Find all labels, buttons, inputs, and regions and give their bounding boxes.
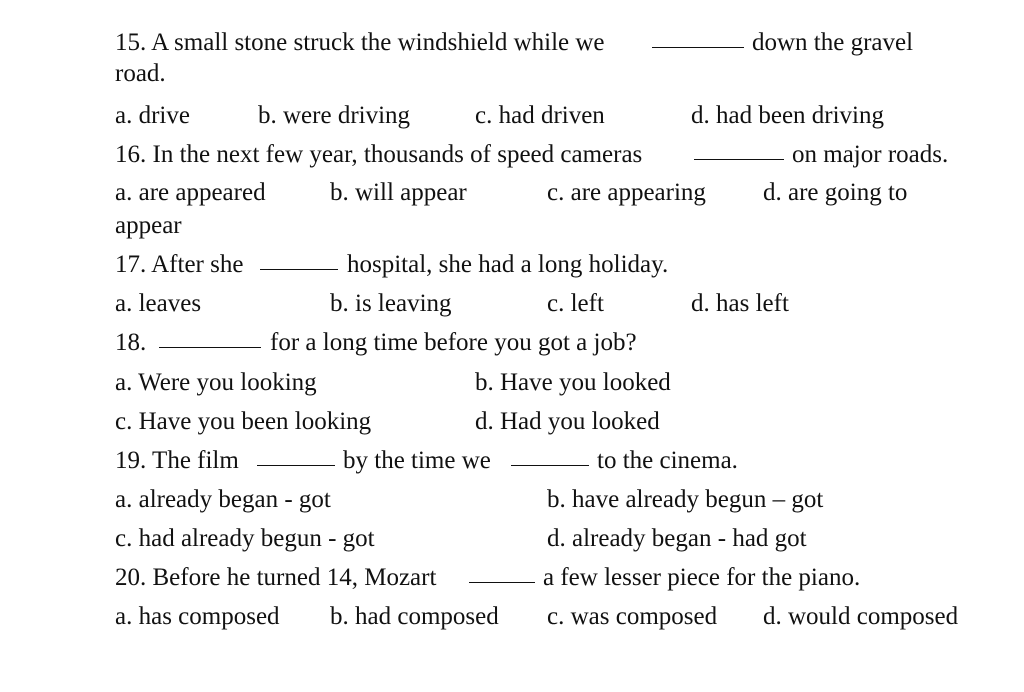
option-c: c. left [547, 290, 604, 317]
question-20-text: 20. Before he turned 14, Mozart [115, 564, 437, 591]
option-d: d. would composed [763, 603, 959, 630]
option-b: b. Have you looked [475, 369, 671, 396]
question-16-text: 16. In the next few year, thousands of speed cameras [115, 141, 643, 168]
option-d: d. had been driving [691, 102, 885, 129]
option-a: a. has composed [115, 603, 280, 630]
option-d: d. are going to [763, 179, 908, 206]
question-15-text-end: down the gravel [752, 29, 914, 56]
option-a: a. drive [115, 102, 190, 129]
option-c: c. had driven [475, 102, 605, 129]
answer-blank [511, 465, 589, 466]
question-15-text-cont: road. [115, 60, 166, 87]
option-d-cont: appear [115, 212, 182, 239]
answer-blank [652, 47, 744, 48]
question-15-text: 15. A small stone struck the windshield while we [115, 29, 605, 56]
answer-blank [260, 269, 338, 270]
option-b: b. will appear [330, 179, 467, 206]
option-a: a. already began - got [115, 486, 331, 513]
answer-blank [694, 159, 784, 160]
question-20-text-end: a few lesser piece for the piano. [543, 564, 861, 591]
option-d: d. Had you looked [475, 408, 660, 435]
option-c: c. was composed [547, 603, 718, 630]
option-b: b. were driving [258, 102, 411, 129]
question-17-text-end: hospital, she had a long holiday. [347, 251, 669, 278]
question-18-text-end: for a long time before you got a job? [270, 329, 637, 356]
answer-blank [257, 465, 335, 466]
option-c: c. had already begun - got [115, 525, 375, 552]
question-18-text: 18. [115, 329, 147, 356]
option-a: a. Were you looking [115, 369, 317, 396]
question-19-text: 19. The film [115, 447, 239, 474]
option-a: a. leaves [115, 290, 202, 317]
question-19-text-mid: by the time we [343, 447, 491, 474]
option-b: b. is leaving [330, 290, 452, 317]
question-16-text-end: on major roads. [792, 141, 949, 168]
option-b: b. have already begun – got [547, 486, 824, 513]
question-19-text-end: to the cinema. [597, 447, 738, 474]
option-b: b. had composed [330, 603, 499, 630]
question-17-text: 17. After she [115, 251, 244, 278]
option-c: c. are appearing [547, 179, 706, 206]
option-d: d. has left [691, 290, 789, 317]
answer-blank [159, 347, 261, 348]
option-a: a. are appeared [115, 179, 266, 206]
answer-blank [469, 582, 535, 583]
option-c: c. Have you been looking [115, 408, 372, 435]
option-d: d. already began - had got [547, 525, 807, 552]
